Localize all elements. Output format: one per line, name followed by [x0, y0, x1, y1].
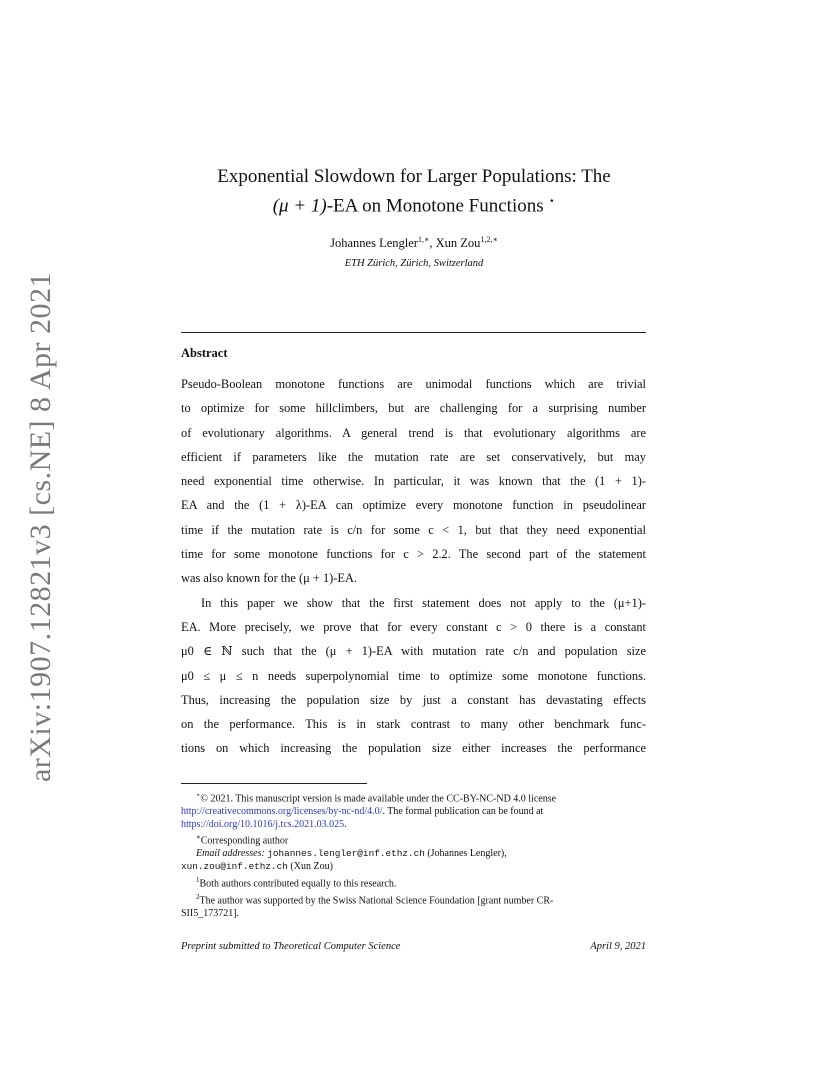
abstract-line: EA. More precisely, we prove that for every constant c > 0 there is a constant [181, 619, 646, 634]
footnote-license-line-3 [181, 819, 646, 832]
license-footnote-mark: ⋆ [196, 791, 201, 799]
copyright-notice: © 2021. This manuscript version is made available under the CC-BY-NC-ND 4.0 license [200, 793, 557, 805]
footnote-2-mark: 2 [196, 892, 200, 901]
footnote-license-line-1 [181, 789, 646, 806]
abstract-line: EA and the (1 + λ)-EA can optimize every monotone function in pseudolinear [181, 498, 646, 513]
abstract-line: time if the mutation rate is c/n for some c < 1, but that they need exponential [181, 522, 646, 537]
footnote-1-text: Both authors contributed equally to this research. [199, 878, 397, 890]
email-lengler[interactable]: johannes.lengler@inf.ethz.ch [267, 848, 425, 860]
title-line-1: Exponential Slowdown for Larger Populations: The [217, 166, 611, 187]
abstract-line: μ0 ∈ ℕ such that the (μ + 1)-EA with mutation rate c/n and population size [181, 644, 646, 659]
abstract-line: on the performance. This is in stark contrast to many other benchmark func- [181, 717, 646, 732]
abstract-line: tions on which increasing the population size either increases the performance [181, 741, 646, 756]
abstract-line: need exponential time otherwise. In particular, it was known that the (1 + 1)- [181, 474, 646, 489]
title-divider [181, 332, 646, 333]
email-label: Email addresses: [196, 848, 265, 860]
footnote-2-text-1: The author was supported by the Swiss National Science Foundation [grant number CR- [199, 895, 554, 907]
footnote-license-line-2 [181, 806, 646, 819]
author-name-2: Xun Zou [435, 236, 481, 251]
arxiv-identifier-text: arXiv:1907.12821v3 [cs.NE] 8 Apr 2021 [24, 271, 58, 783]
author-1-affiliation-mark[interactable]: 1,∗ [417, 235, 430, 244]
abstract-body [181, 372, 646, 761]
author-2-affiliation-mark[interactable]: 1,2,∗ [480, 235, 498, 244]
title-math-mu-plus-one: (μ + 1) [272, 195, 327, 217]
abstract-line: was also known for the (μ + 1)-EA. [181, 571, 358, 586]
affiliation: ETH Zürich, Zürich, Switzerland [344, 258, 484, 269]
preprint-date: April 9, 2021 [590, 941, 646, 952]
abstract-line: efficient if parameters like the mutation rate are set conservatively, but may [181, 449, 646, 464]
doi-tail-text: . [344, 818, 347, 830]
corresponding-author-text: Corresponding author [200, 835, 289, 847]
title-star-footnote-mark[interactable]: ⋆ [548, 195, 556, 207]
author-list [150, 235, 678, 251]
footnote-email-line-1 [181, 848, 646, 861]
footnote-1 [181, 874, 646, 891]
footnotes [181, 789, 646, 921]
abstract-line: μ0 ≤ μ ≤ n needs superpolynomial time to optimize some monotone functions. [181, 668, 646, 683]
abstract-line: time for some monotone functions for c > 2.2. The second part of the statement [181, 547, 646, 562]
license-tail-text: . The formal publication can be found at [382, 806, 544, 818]
footnote-1-mark: 1 [196, 875, 200, 884]
doi-link[interactable]: https://doi.org/10.1016/j.tcs.2021.03.025 [181, 818, 345, 830]
footnote-email-line-2 [181, 861, 646, 874]
footnote-corresponding [181, 831, 646, 848]
footnote-divider [181, 783, 367, 784]
author-name-1: Johannes Lengler [330, 236, 418, 251]
footnote-2-line-1 [181, 891, 646, 908]
abstract-heading: Abstract [181, 346, 228, 360]
title-line-2-text: -EA on Monotone Functions [326, 195, 549, 217]
abstract-line: of evolutionary algorithms. A general trend is that evolutionary algorithms are [181, 425, 646, 440]
preprint-notice: Preprint submitted to Theoretical Computer Science [181, 941, 401, 952]
license-link[interactable]: http://creativecommons.org/licenses/by-nc-nd/4.0/ [181, 806, 383, 818]
email-lengler-name: (Johannes Lengler), [424, 848, 507, 860]
page-footer [181, 941, 646, 952]
email-zou-name: (Xun Zou) [287, 861, 333, 873]
abstract-line: to optimize for some hillclimbers, but are challenging for a surprising number [181, 401, 646, 416]
paper-title [150, 164, 678, 218]
footnote-2-line-2: SII5_173721]. [181, 907, 240, 919]
title-line-2 [150, 189, 678, 218]
abstract-line: Thus, increasing the population size by just a constant has devastating effects [181, 692, 646, 707]
corresponding-footnote-mark: ∗ [196, 833, 201, 842]
email-zou[interactable]: xun.zou@inf.ethz.ch [181, 861, 288, 873]
abstract-line: Pseudo-Boolean monotone functions are unimodal functions which are trivial [181, 377, 646, 391]
author-separator: , [429, 236, 436, 251]
abstract-line: In this paper we show that the first statement does not apply to the (μ+1)- [201, 595, 646, 610]
arxiv-identifier-stamp [18, 271, 64, 783]
